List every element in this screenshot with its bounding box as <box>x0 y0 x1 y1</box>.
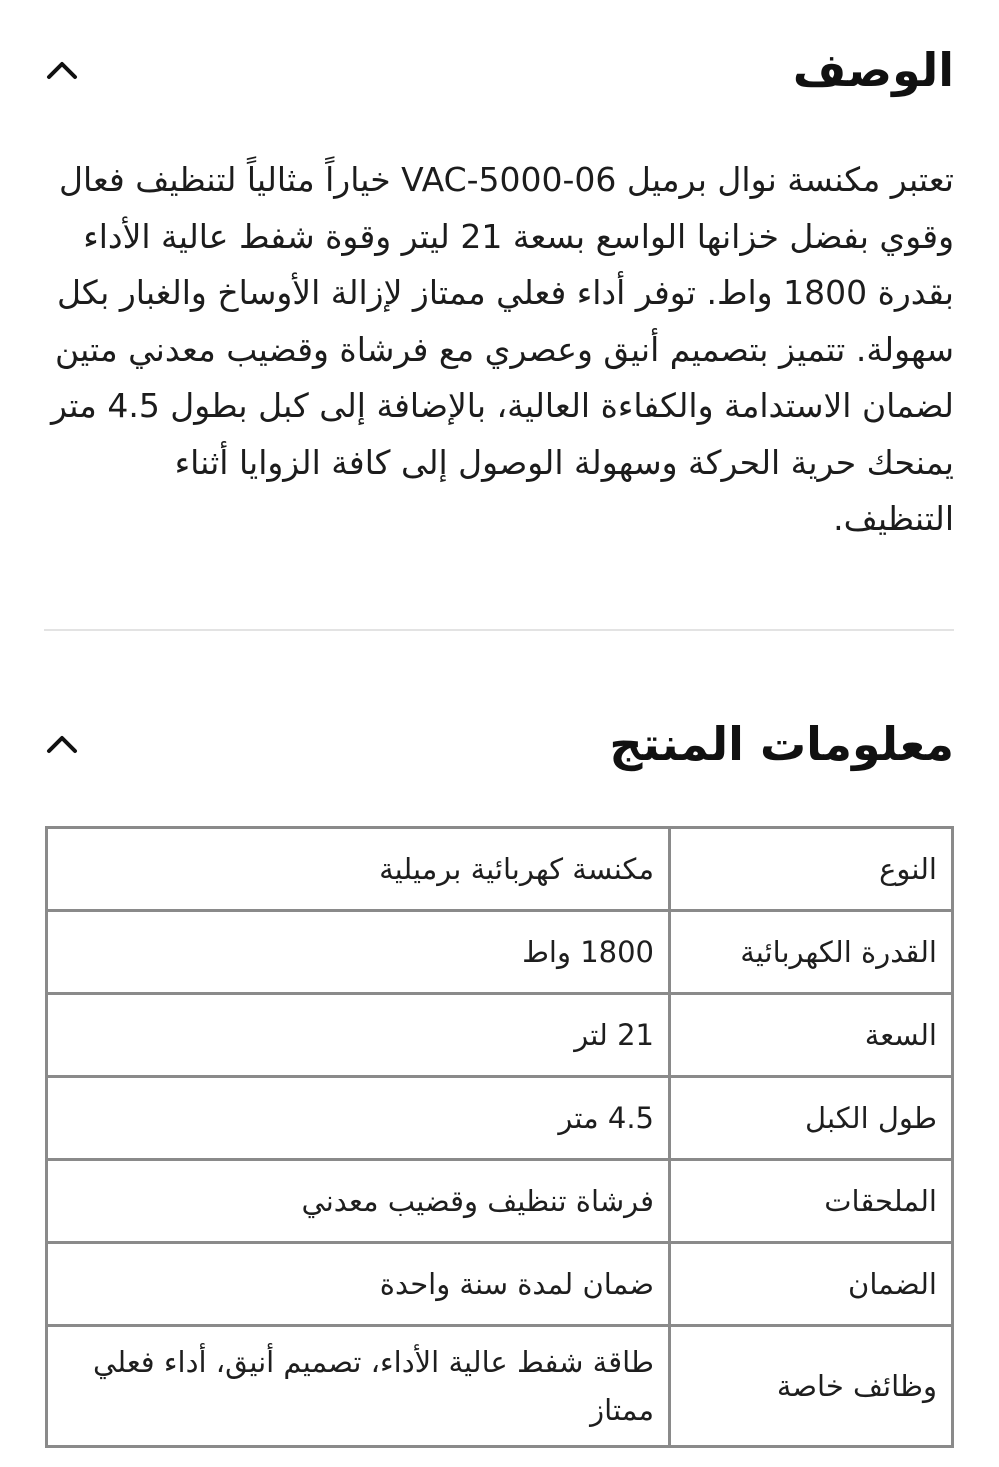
description-header[interactable] <box>46 30 954 110</box>
chevron-up-icon[interactable] <box>32 40 92 100</box>
table-row <box>47 911 953 994</box>
row-value: مكنسة كهربائية برميلية <box>47 828 670 911</box>
description-section <box>46 30 954 548</box>
section-divider <box>44 629 954 631</box>
table-row <box>47 1160 953 1243</box>
chevron-up-icon[interactable] <box>32 714 92 774</box>
row-label: النوع <box>670 828 953 911</box>
row-value: 1800 واط <box>47 911 670 994</box>
product-info-header[interactable] <box>46 704 954 784</box>
product-info-table <box>45 826 954 1448</box>
row-value: 4.5 متر <box>47 1077 670 1160</box>
description-text: تعتبر مكنسة نوال برميل VAC-5000-06 خياراً مثالياً لتنظيف فعال وقوي بفضل خزانها الواسع بسعة 21 ليتر وقوة شفط عالية الأداء بقدرة 1800 واط. توفر أداء فعلي ممتاز لإزالة الأوساخ والغبار بكل سهولة. تتميز بتصميم أنيق وعصري مع فرشاة وقضيب معدني متين لضمان الاستدامة والكفاءة العالية، بالإضافة إلى كبل بطول 4.5 متر يمنحك حرية الحركة وسهولة الوصول إلى كافة الزوايا أثناء التنظيف. <box>50 160 954 538</box>
table-row <box>47 1326 953 1447</box>
row-label: طول الكبل <box>670 1077 953 1160</box>
row-value: ضمان لمدة سنة واحدة <box>47 1243 670 1326</box>
row-value: فرشاة تنظيف وقضيب معدني <box>47 1160 670 1243</box>
table-row <box>47 828 953 911</box>
table-row <box>47 1077 953 1160</box>
row-value: 21 لتر <box>47 994 670 1077</box>
description-title: الوصف <box>792 43 954 97</box>
row-label: السعة <box>670 994 953 1077</box>
table-row <box>47 1243 953 1326</box>
product-info-title: معلومات المنتج <box>609 717 954 771</box>
row-label: القدرة الكهربائية <box>670 911 953 994</box>
product-info-section <box>46 704 954 784</box>
row-label: وظائف خاصة <box>670 1326 953 1447</box>
row-value: طاقة شفط عالية الأداء، تصميم أنيق، أداء فعلي ممتاز <box>47 1326 670 1447</box>
row-label: الضمان <box>670 1243 953 1326</box>
table-row <box>47 994 953 1077</box>
row-label: الملحقات <box>670 1160 953 1243</box>
